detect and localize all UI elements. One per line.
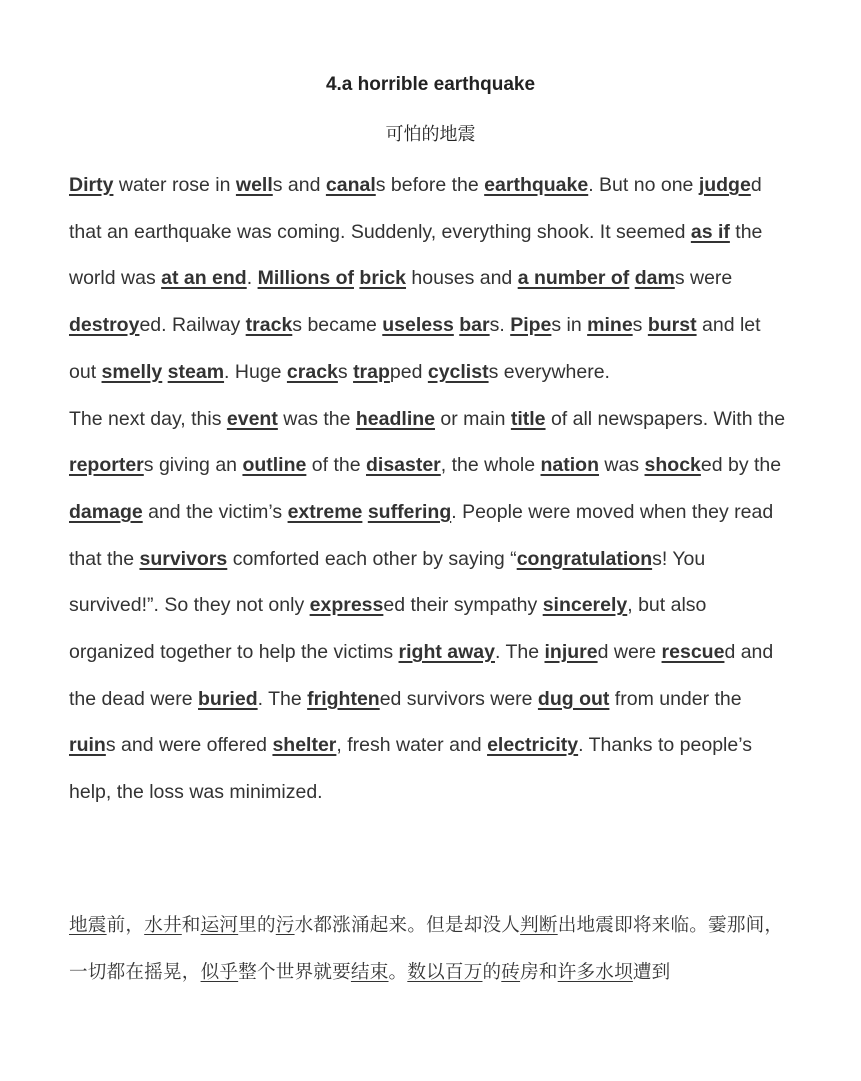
vocab-term: sincerely xyxy=(542,594,628,617)
text-run: s xyxy=(337,360,354,383)
chinese-translation xyxy=(69,903,791,996)
vocab-term: 数以百万 xyxy=(407,961,483,983)
text-run: . But no one xyxy=(588,174,699,196)
text-run: and the victim’s xyxy=(142,500,288,523)
vocab-term: dam xyxy=(634,267,675,290)
text-run: 整个世界就要 xyxy=(238,961,351,983)
vocab-term: buried xyxy=(198,687,258,710)
vocab-term: 判断 xyxy=(520,915,558,936)
text-run: houses and xyxy=(406,267,518,290)
vocab-term: track xyxy=(245,314,293,337)
text-run: ed survivors were xyxy=(379,687,538,710)
text-run: . Huge xyxy=(224,360,287,383)
text-run: s in xyxy=(551,314,588,337)
vocab-term: headline xyxy=(355,407,435,430)
text-run: ed. Railway xyxy=(139,314,246,337)
vocab-term: title xyxy=(510,407,546,430)
text-run: , fresh water and xyxy=(336,734,488,757)
text-run: and let out xyxy=(69,314,761,383)
paragraph-2 xyxy=(69,396,791,816)
vocab-term: 许多水坝 xyxy=(557,961,633,983)
text-run: 出地震即将来临。霎那间，一切都在摇晃， xyxy=(69,915,784,983)
text-run: 里的 xyxy=(238,915,276,936)
vocab-term: outline xyxy=(242,454,307,477)
document-title: 4.a horrible earthquake xyxy=(325,74,536,95)
text-run: . People were moved when they read that the xyxy=(69,500,774,570)
text-run: of the xyxy=(306,454,366,477)
text-run: . xyxy=(246,267,258,290)
text-run: , but also organized together to help the victims xyxy=(69,594,707,664)
english-passage xyxy=(69,162,791,816)
text-run: ed by the xyxy=(700,454,782,477)
text-run: 的 xyxy=(482,961,502,983)
text-run: was the xyxy=(277,407,356,430)
text-run: ped xyxy=(389,360,428,383)
text-run: s! You survived!”. So they not only xyxy=(69,547,706,617)
vocab-term: ruin xyxy=(69,734,106,757)
text-run: s xyxy=(632,314,648,337)
text-run: comforted each other by saying “ xyxy=(227,547,517,570)
vocab-term: event xyxy=(226,407,278,430)
vocab-term: frighten xyxy=(307,687,380,710)
text-run: . The xyxy=(257,687,308,710)
text-run: d that an earthquake was coming. Suddenly, everything shook. It seemed xyxy=(69,174,762,243)
chinese-paragraph xyxy=(69,903,791,996)
vocab-term: rescue xyxy=(661,641,725,664)
vocab-term: judge xyxy=(698,174,751,196)
vocab-term: shelter xyxy=(272,734,337,757)
vocab-term: disaster xyxy=(365,454,441,477)
vocab-term: a number of xyxy=(517,267,630,290)
text-run: The next day, this xyxy=(69,407,227,430)
text-run: s became xyxy=(292,314,383,337)
text-run: s everywhere. xyxy=(488,360,610,383)
text-run: or main xyxy=(435,407,511,430)
vocab-term: mine xyxy=(587,314,633,337)
vocab-term: 砖 xyxy=(501,961,521,983)
text-run: 遭到 xyxy=(632,961,671,983)
paragraph-1 xyxy=(69,162,791,396)
vocab-term: right away xyxy=(398,641,495,664)
document-subtitle: 可怕的地震 xyxy=(385,124,476,145)
vocab-term: trap xyxy=(353,360,390,383)
text-run: 和 xyxy=(181,915,201,936)
vocab-term: 结束 xyxy=(350,961,389,983)
text-run: the world was xyxy=(69,220,763,290)
vocab-term: shock xyxy=(644,454,701,477)
vocab-term: steam xyxy=(167,360,225,383)
vocab-term: well xyxy=(235,174,273,196)
text-run: s. xyxy=(489,314,511,337)
vocab-term: smelly xyxy=(101,360,163,383)
text-run: 房和 xyxy=(520,961,558,983)
vocab-term: express xyxy=(309,594,384,617)
vocab-term: Millions of xyxy=(257,267,354,290)
vocab-term: cyclist xyxy=(427,360,489,383)
text-run: of all newspapers. With the xyxy=(545,407,786,430)
vocab-term: suffering xyxy=(367,500,452,523)
vocab-term: brick xyxy=(359,267,407,290)
vocab-term: 运河 xyxy=(200,915,239,936)
vocab-term: earthquake xyxy=(484,174,589,196)
vocab-term: burst xyxy=(647,314,697,337)
text-run: was xyxy=(599,454,645,477)
text-run: s were xyxy=(674,267,733,290)
text-run: water rose in xyxy=(113,174,236,196)
text-run: , the whole xyxy=(440,454,541,477)
vocab-term: as if xyxy=(690,220,730,243)
text-run: d were xyxy=(597,641,662,664)
vocab-term: canal xyxy=(325,174,376,196)
vocab-term: dug out xyxy=(537,687,610,710)
text-run: 水都涨涌起来。但是却没人 xyxy=(294,915,521,936)
text-run: d and the dead were xyxy=(69,641,774,710)
vocab-term: crack xyxy=(286,360,338,383)
vocab-term: useless xyxy=(382,314,454,337)
vocab-term: injure xyxy=(544,641,598,664)
vocab-term: nation xyxy=(540,454,600,477)
vocab-term: extreme xyxy=(287,500,363,523)
vocab-term: 地震 xyxy=(69,915,107,936)
vocab-term: damage xyxy=(69,500,143,523)
vocab-term: survivors xyxy=(139,547,228,570)
vocab-term: 污 xyxy=(275,915,295,936)
text-run: 。 xyxy=(388,961,408,983)
text-run: s and xyxy=(272,174,326,196)
vocab-term: 似乎 xyxy=(200,961,239,983)
vocab-term: reporter xyxy=(69,454,144,477)
vocab-term: 水井 xyxy=(144,915,182,936)
vocab-term: electricity xyxy=(487,734,579,757)
vocab-term: at an end xyxy=(161,267,247,290)
text-run: s and were offered xyxy=(105,734,273,757)
vocab-term: bar xyxy=(459,314,490,337)
text-run: from under the xyxy=(609,687,742,710)
vocab-term: Pipe xyxy=(510,314,552,337)
text-run: s before the xyxy=(375,174,485,196)
text-run: s giving an xyxy=(143,454,243,477)
text-run: 前， xyxy=(106,915,145,936)
vocab-term: destroy xyxy=(69,314,140,337)
vocab-term: Dirty xyxy=(69,174,114,196)
text-run: . Thanks to people’s help, the loss was minimized. xyxy=(69,734,752,804)
vocab-term: congratulation xyxy=(516,547,653,570)
text-run: . The xyxy=(494,641,545,664)
text-run: ed their sympathy xyxy=(383,594,543,617)
